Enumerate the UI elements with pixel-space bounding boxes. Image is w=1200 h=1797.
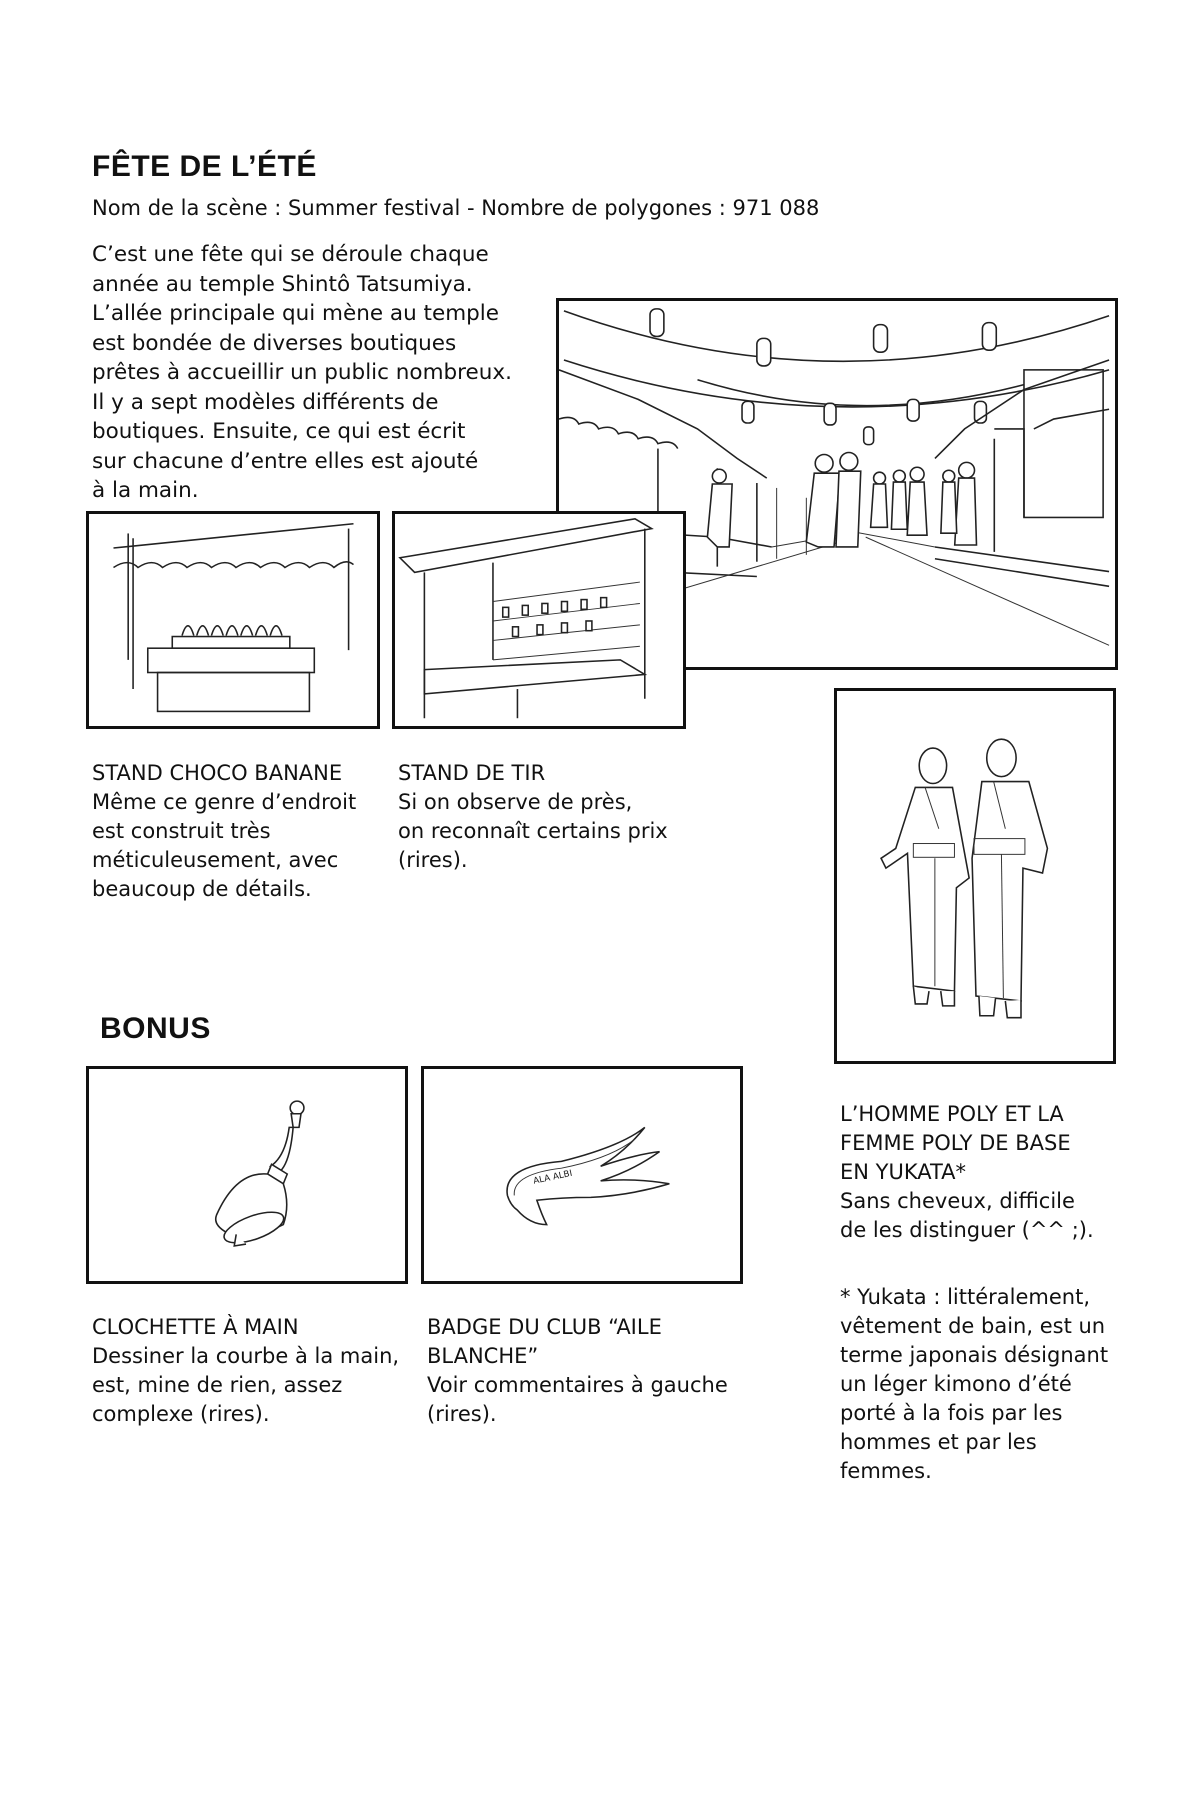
page-title: FÊTE DE L’ÉTÉ [92,150,317,183]
yukata-couple-illustration [834,688,1116,1064]
bonus-heading: BONUS [100,1012,211,1045]
choco-banane-stand-illustration [86,511,380,729]
badge-engraving: ALA ALBI [532,1168,574,1187]
yukata-footnote: * Yukata : littéralement, vêtement de bain, est un terme japonais désignant un léger kimono d’été porté à la fois par les hommes et par les femmes. [840,1285,1109,1483]
caption-stand-de-tir: STAND DE TIR Si on observe de près, on reconnaît certains prix (rires). [398,761,668,872]
intro-text: C’est une fête qui se déroule chaque année au temple Shintô Tatsumiya. L’allée principale qui mène au temple est bondée de diverses boutiques prêtes à accueillir un public nombreux. Il y a sept modèles différents de boutiques. Ensuite, ce qui est écrit sur chacune d’entre elles est ajouté à la main. [92,242,512,503]
caption-choco-banane: STAND CHOCO BANANE Même ce genre d’endroit est construit très méticuleusement, avec beaucoup de détails. [92,761,357,901]
white-wing-badge-illustration [421,1066,743,1284]
caption-badge: BADGE DU CLUB “AILE BLANCHE” Voir commentaires à gauche (rires). [427,1315,728,1426]
caption-hand-bell: CLOCHETTE À MAIN Dessiner la courbe à la main, est, mine de rien, assez complexe (rires). [92,1315,400,1426]
hand-bell-illustration [86,1066,408,1284]
stand-de-tir-illustration [392,511,686,729]
scene-subtitle: Nom de la scène : Summer festival - Nombre de polygones : 971 088 [92,196,820,220]
caption-yukata: L’HOMME POLY ET LA FEMME POLY DE BASE EN YUKATA* Sans cheveux, difficile de les distinguer (^^ ;). [840,1102,1094,1242]
